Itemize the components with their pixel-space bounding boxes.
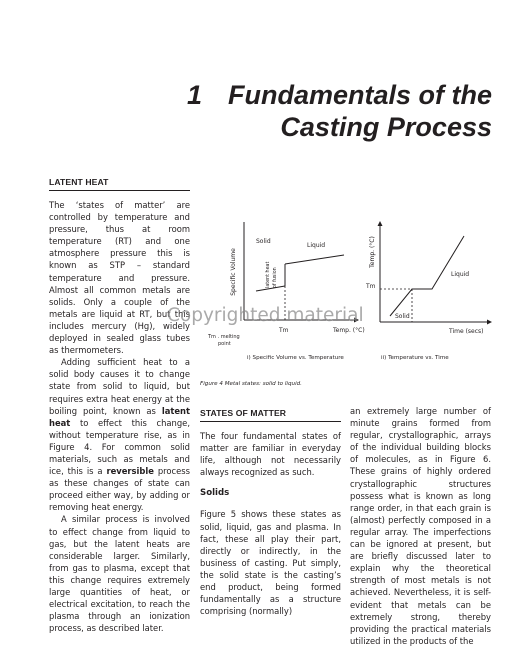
left-tm-label: Tm: [279, 327, 289, 334]
states-of-matter-heading: STATES OF MATTER: [200, 408, 287, 418]
melting-point-label-1: Tm . melting: [208, 334, 240, 340]
right-subcaption: ii) Temperature vs. Time: [381, 355, 449, 361]
right-y-axis-label: Temp. (°C): [369, 236, 376, 268]
right-column-body: [350, 405, 491, 647]
solids-subheading: Solids: [200, 488, 230, 499]
right-y-axis-arrow: [378, 221, 383, 226]
latent-heat-paragraph-1: The ‘states of matter’ are controlled by temperature and pressure, thus at room temperature (RT) and one atmosphere pressure this is known as STP – standard temperature and pressure. Almost all common metals are solids. Only a couple of the metals are liquid at RT, but this includes mercury (Hg), widely deployed in sealed glass tubes as thermometers.: [49, 200, 190, 356]
right-paragraph-1: an extremely large number of minute grains formed from regular, crystallographic, arrays of the individual building blocks of molecules, as in Figure 6. These grains of highly ordered crystallographic structures possess what is known as long range order, in that each grain is (almost) perfectly composed in a regular array. The imperfections can be ignored at present, but are briefly discussed later to explain why the theoretical strength of most metals is not achieved. Nevertheless, it is self-evident that metals can be extremely strong, thereby providing the practical materials utilized in the products of the: [350, 406, 491, 646]
latent-heat-rule: [49, 190, 190, 191]
left-subcaption: i) Specific Volume vs. Temperature: [247, 355, 344, 361]
latent-heat-paragraph-2: [49, 356, 190, 513]
chapter-title-line-2: Casting Process: [280, 112, 492, 142]
copyright-watermark: Copyrighted material: [167, 305, 364, 326]
reversible-term: reversible: [106, 466, 154, 477]
latent-heat-label-1: latent heat: [266, 261, 271, 288]
figure-4-caption: Figure 4 Metal states: solid to liquid.: [200, 381, 302, 387]
states-paragraph-2: Figure 5 shows these states as solid, liquid, gas and plasma. In fact, these all play their part, directly or indirectly, in the business of casting. Put simply, the solid state is the casting’s end product, being formed fundamentally as a structure comprising (normally): [200, 509, 341, 617]
right-x-axis-label: Time (secs): [449, 328, 484, 335]
states-of-matter-rule: [200, 421, 341, 422]
figure-4: [200, 216, 510, 371]
left-liquid-label: Liquid: [307, 242, 326, 249]
right-tm-label: Tm: [366, 283, 376, 290]
left-x-axis-label: Temp. (°C): [333, 327, 365, 334]
melting-point-label-2: point: [218, 341, 231, 347]
temperature-time-plot: [365, 221, 492, 361]
chapter-number: 1: [186, 80, 202, 110]
left-solid-label: Solid: [256, 238, 271, 245]
latent-heat-paragraph-2-text-a: Adding sufficient heat to a solid body causes it to change state from solid to liquid, but requires extra heat energy at the boiling point, known as: [49, 357, 190, 416]
states-of-matter-body: [200, 430, 341, 617]
right-solid-label: Solid: [395, 313, 410, 320]
latent-heat-paragraph-3: A similar process is involved to effect change from liquid to gas, but the latent heats are considerable larger. Similarly, from gas to plasma, except that this change requires extremely large quantities of heat, or electrical excitation, to reach the plasma through an ionization process, as described later.: [49, 514, 190, 634]
chapter-title-text-1: Fundamentals of the: [227, 80, 492, 110]
right-x-axis-arrow: [487, 320, 492, 325]
latent-heat-label-2: of fusion: [273, 267, 278, 288]
latent-heat-paragraph-2-text-c: process as these changes of state can proceed either way, by adding or removing heat energy.: [49, 466, 190, 513]
right-liquid-label: Liquid: [451, 271, 470, 278]
latent-heat-paragraph-2-text-b: to effect this change, without temperature rise, as in Figure 4. For common solid materials, such as metals and ice, this is a: [49, 417, 190, 477]
figure-4-drawing: [200, 216, 510, 371]
latent-heat-body: [49, 199, 190, 634]
chapter-title-line-1: [187, 80, 492, 110]
latent-heat-term: latent heat: [49, 405, 190, 428]
specific-volume-plot: [207, 222, 365, 361]
left-y-axis-label: Specific Volume: [230, 248, 237, 296]
latent-heat-heading: LATENT HEAT: [49, 177, 109, 187]
liquid-volume-line: [285, 255, 344, 264]
states-paragraph-1: The four fundamental states of matter are familiar in everyday life, although not necessarily always recognized as such.: [200, 431, 341, 478]
